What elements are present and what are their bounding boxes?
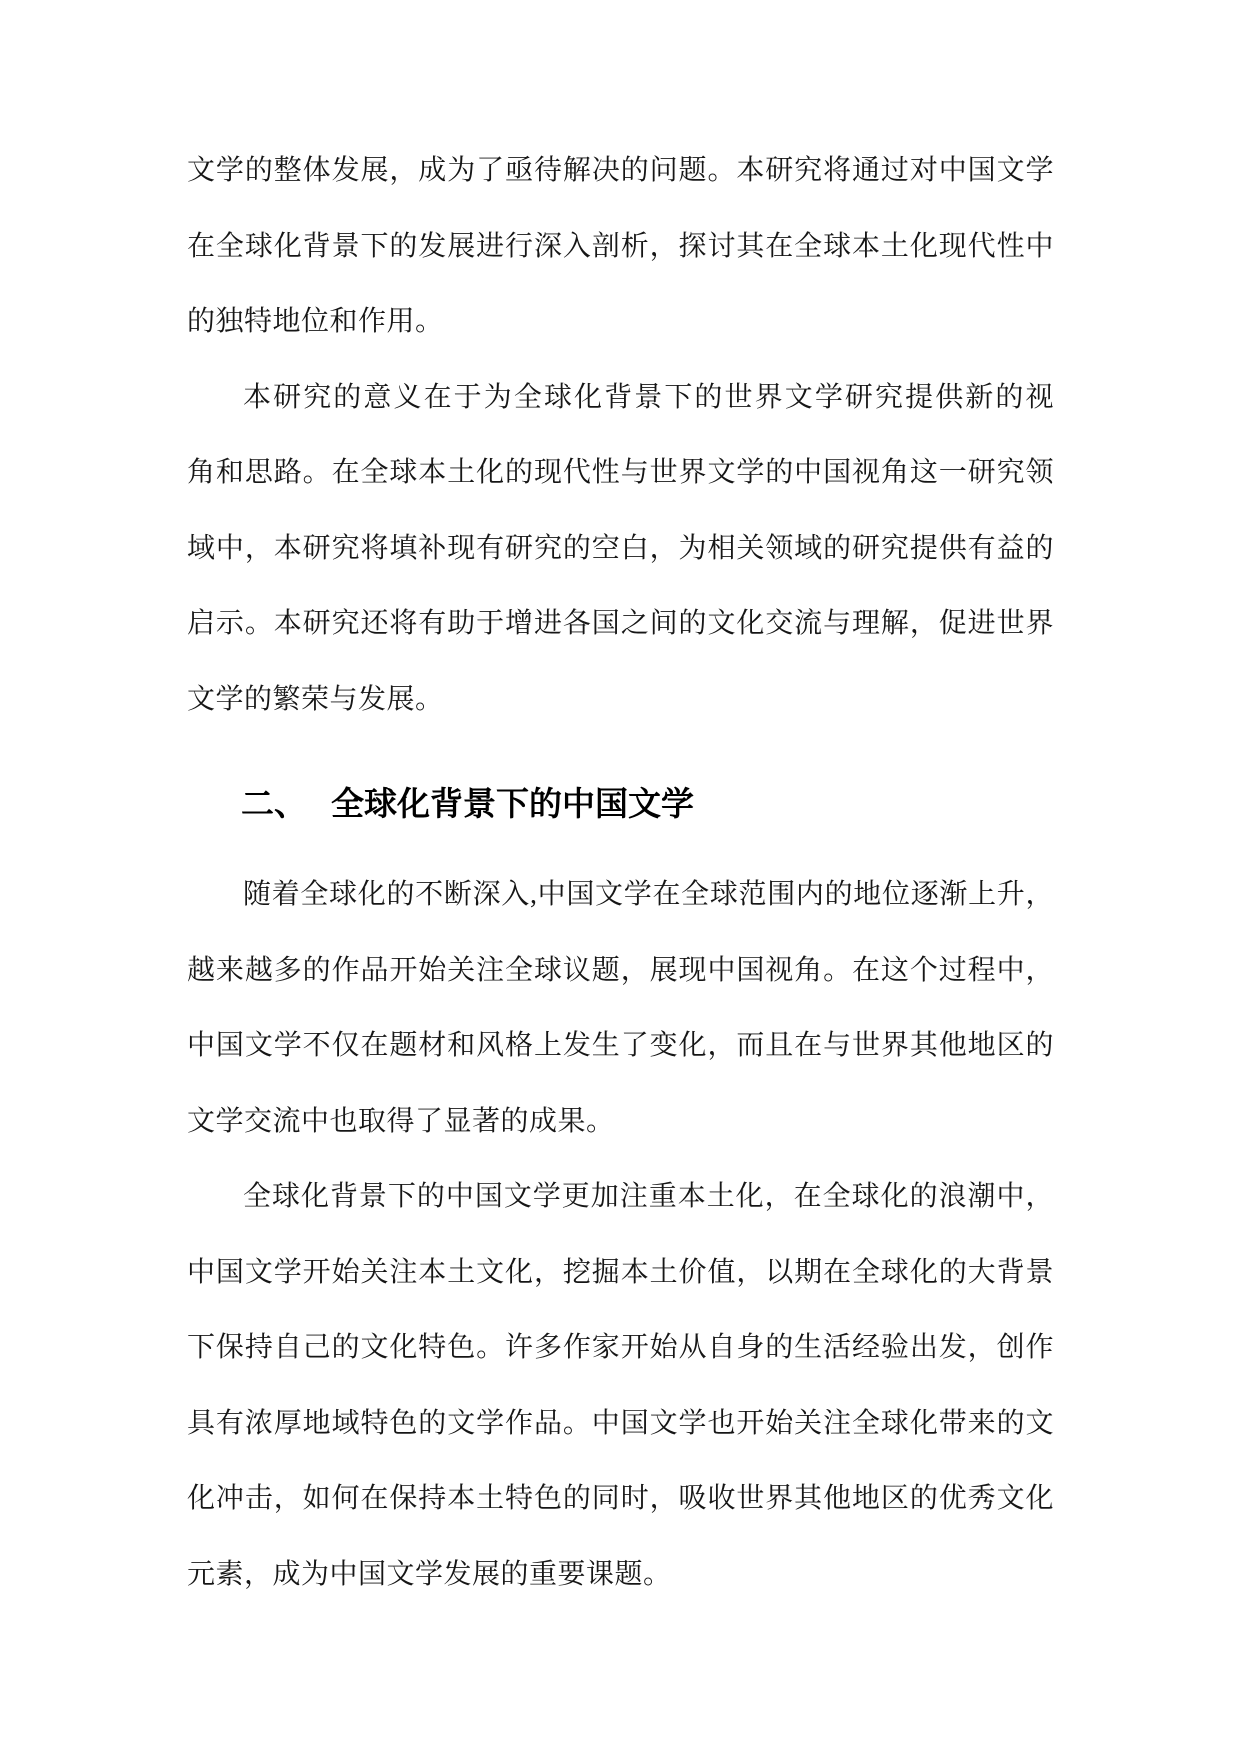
text-line: 随着全球化的不断深入,中国文学在全球范围内的地位逐渐上升， (243, 879, 1054, 910)
text-line: 启示。本研究还将有助于增进各国之间的文化交流与理解，促进世界 (187, 608, 1054, 639)
text-line: 化冲击，如何在保持本土特色的同时，吸收世界其他地区的优秀文化 (187, 1483, 1054, 1514)
paragraph (187, 133, 1054, 360)
text-line: 文学交流中也取得了显著的成果。 (187, 1105, 615, 1137)
text-line: 元素，成为中国文学发展的重要课题。 (187, 1558, 672, 1590)
section-heading-title: 全球化背景下的中国文学 (331, 785, 694, 822)
text-line: 的独特地位和作用。 (187, 306, 444, 337)
paragraph (187, 857, 1054, 1159)
text-line: 角和思路。在全球本土化的现代性与世界文学的中国视角这一研究领 (187, 457, 1054, 488)
text-line: 文学的繁荣与发展。 (187, 683, 444, 715)
section-heading-number: 二、 (241, 785, 307, 822)
text-line: 具有浓厚地域特色的文学作品。中国文学也开始关注全球化带来的文 (187, 1407, 1054, 1439)
text-line: 域中，本研究将填补现有研究的空白，为相关领域的研究提供有益的 (187, 532, 1054, 564)
text-line: 在全球化背景下的发展进行深入剖析，探讨其在全球本土化现代性中 (187, 230, 1054, 262)
text-line: 中国文学不仅在题材和风格上发生了变化，而且在与世界其他地区的 (187, 1030, 1054, 1061)
page-content (187, 133, 1054, 1612)
text-line: 文学的整体发展，成为了亟待解决的问题。本研究将通过对中国文学 (187, 155, 1054, 186)
text-line: 越来越多的作品开始关注全球议题，展现中国视角。在这个过程中， (187, 954, 1054, 986)
text-line: 中国文学开始关注本土文化，挖掘本土价值，以期在全球化的大背景 (187, 1256, 1054, 1288)
text-line: 本研究的意义在于为全球化背景下的世界文学研究提供新的视 (243, 381, 1054, 413)
text-line: 全球化背景下的中国文学更加注重本土化，在全球化的浪潮中， (243, 1181, 1054, 1212)
text-line: 下保持自己的文化特色。许多作家开始从自身的生活经验出发，创作 (187, 1332, 1054, 1363)
paragraph (187, 360, 1054, 738)
section-heading (187, 770, 1054, 838)
paragraph (187, 1159, 1054, 1612)
